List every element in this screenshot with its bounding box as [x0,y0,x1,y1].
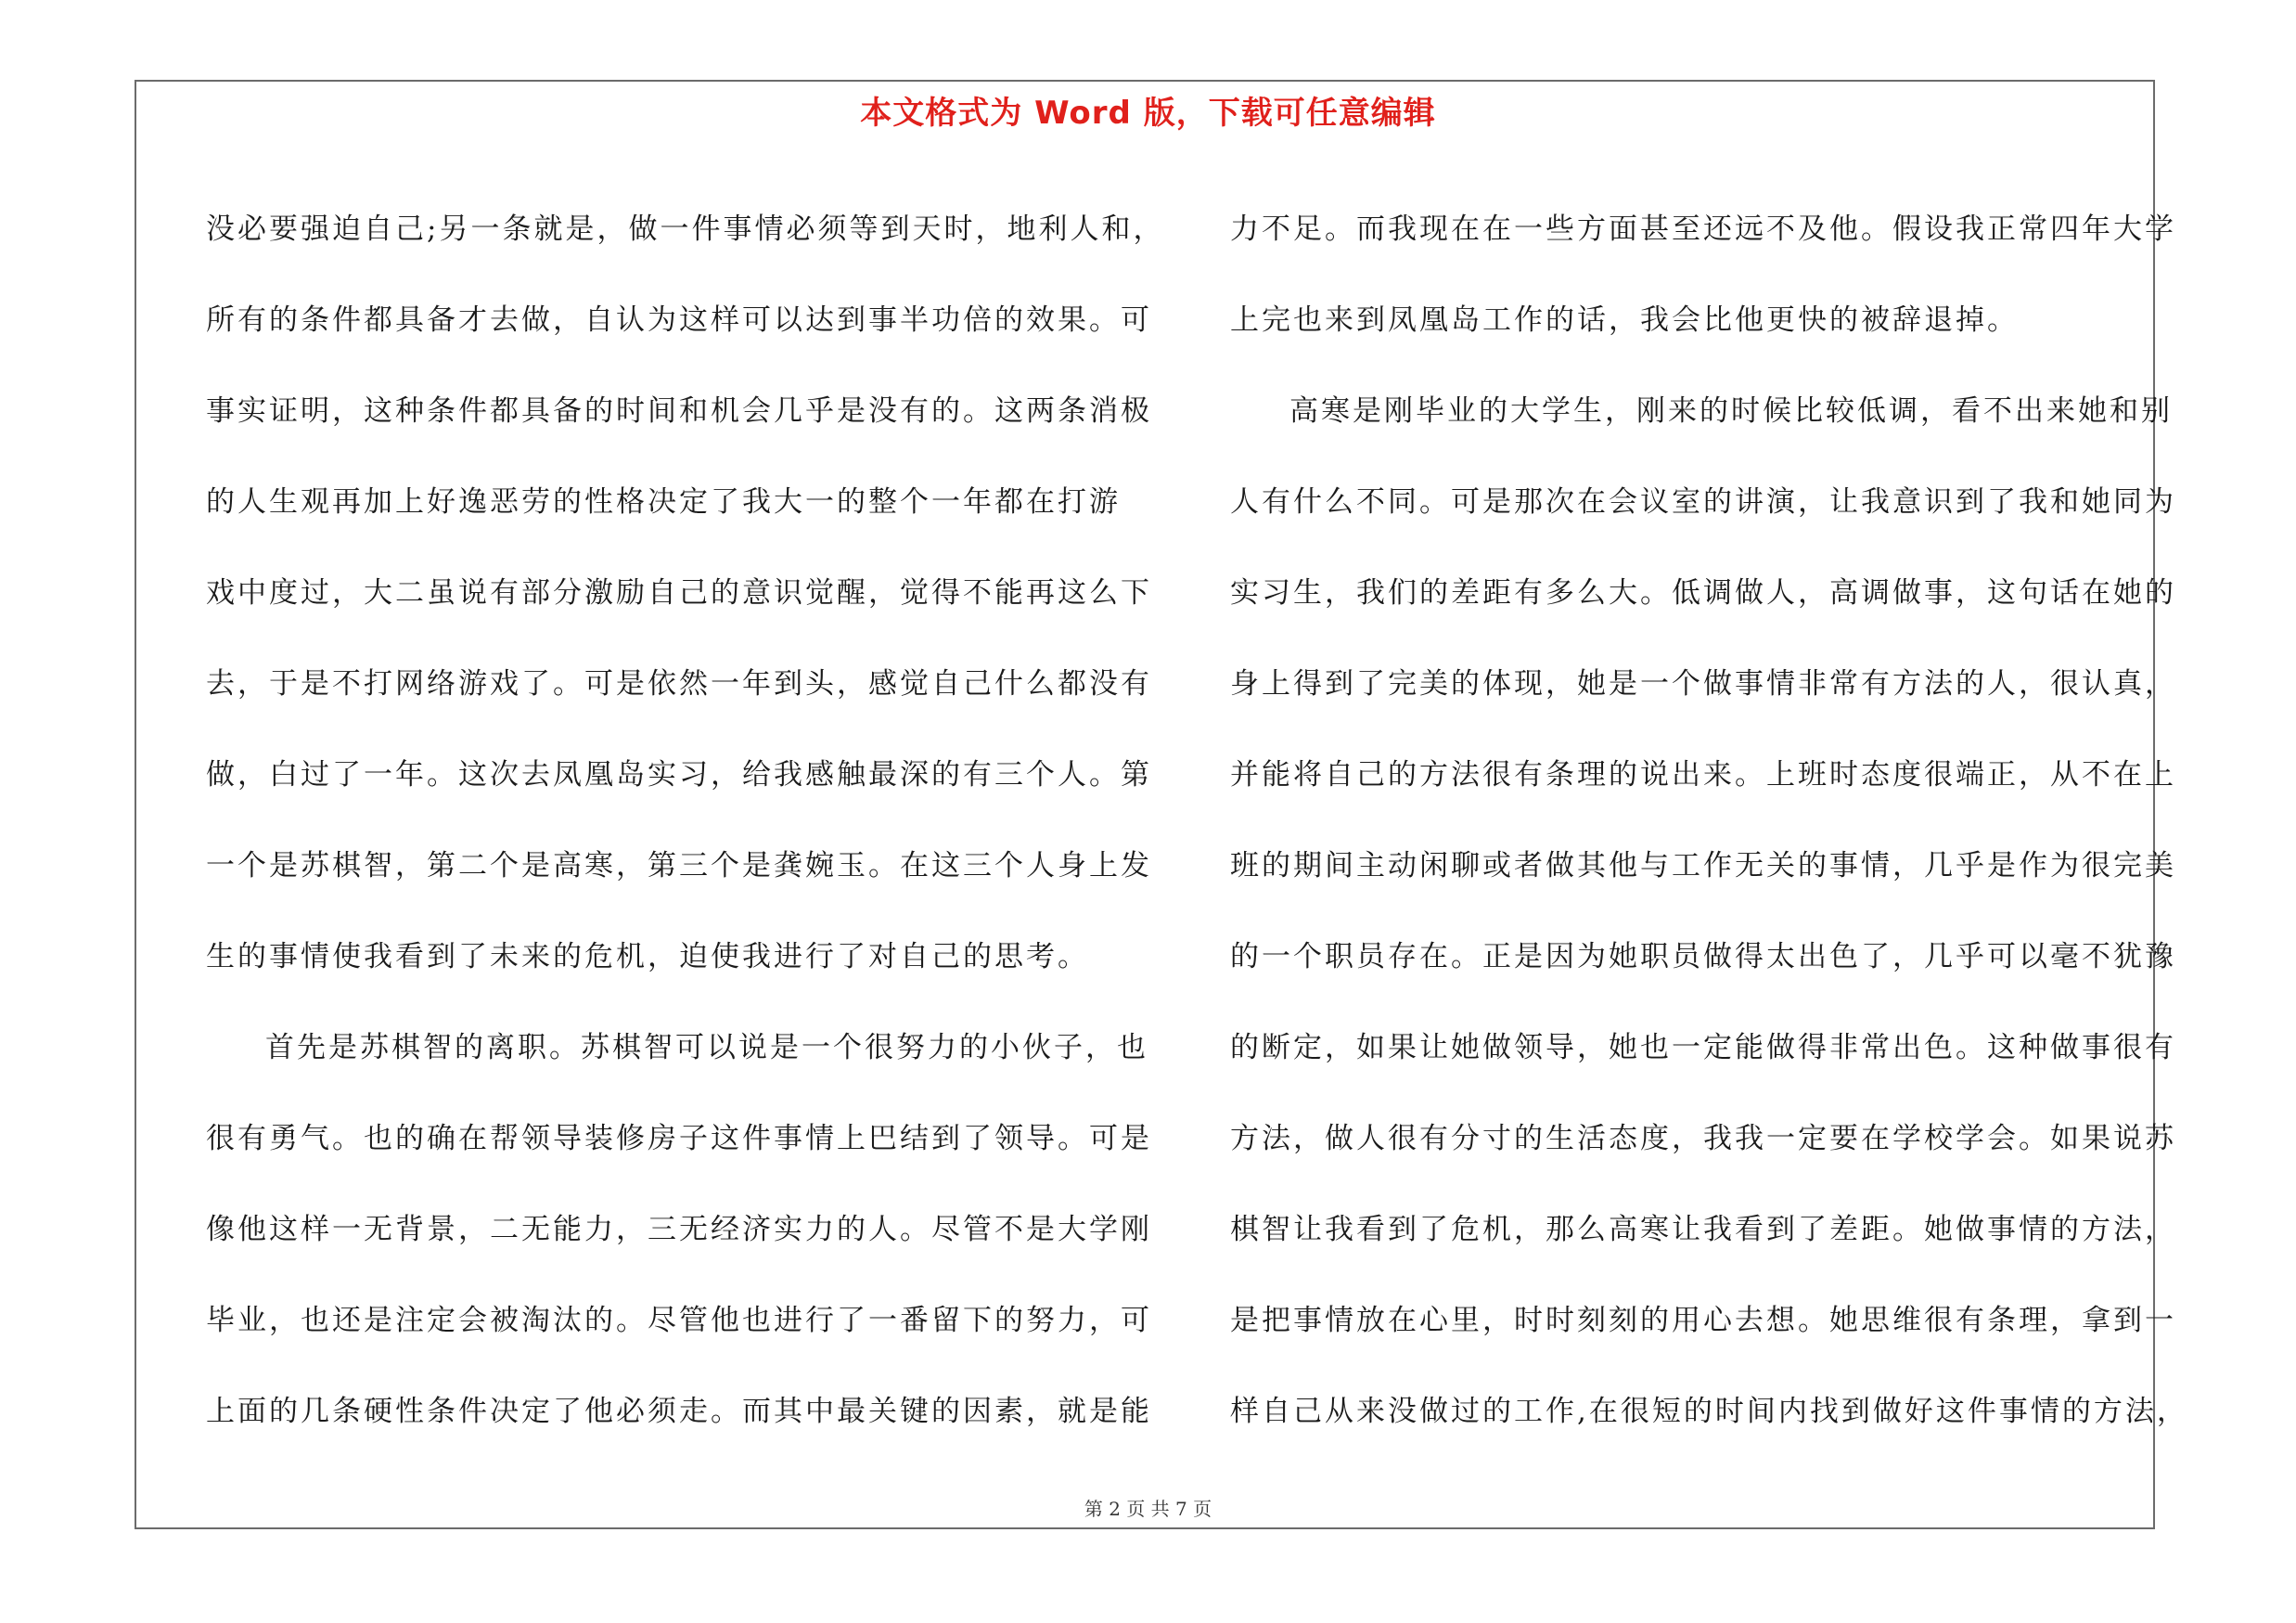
text-line: 身上得到了完美的体现，她是一个做事情非常有方法的人，很认真， [1230,667,2176,701]
text-line: 没必要强迫自己;另一条就是，做一件事情必须等到天时，地利人和， [206,213,1165,246]
text-line: 做，白过了一年。这次去凤凰岛实习，给我感触最深的有三个人。第 [206,758,1152,792]
text-line: 戏中度过，大二虽说有部分激励自己的意识觉醒，觉得不能再这么下 [206,576,1152,610]
text-line: 是把事情放在心里，时时刻刻的用心去想。她思维很有条理，拿到一 [1230,1304,2176,1337]
left-text-column [206,184,1165,1457]
text-line: 去，于是不打网络游戏了。可是依然一年到头，感觉自己什么都没有 [206,667,1152,701]
text-line: 的人生观再加上好逸恶劳的性格决定了我大一的整个一年都在打游 [206,485,1121,519]
text-line: 并能将自己的方法很有条理的说出来。上班时态度很端正，从不在上 [1230,758,2176,792]
text-line: 力不足。而我现在在一些方面甚至还远不及他。假设我正常四年大学 [1230,213,2176,246]
text-line: 方法，做人很有分寸的生活态度，我我一定要在学校学会。如果说苏 [1230,1122,2176,1155]
text-line: 像他这样一无背景，二无能力，三无经济实力的人。尽管不是大学刚 [206,1213,1152,1246]
text-line: 毕业，也还是注定会被淘汰的。尽管他也进行了一番留下的努力，可 [206,1304,1152,1337]
text-line: 一个是苏棋智，第二个是高寒，第三个是龚婉玉。在这三个人身上发 [206,849,1152,882]
text-line: 人有什么不同。可是那次在会议室的讲演，让我意识到了我和她同为 [1230,485,2176,519]
page-number-footer: 第 2 页 共 7 页 [1084,1498,1212,1520]
text-line: 上完也来到凤凰岛工作的话，我会比他更快的被辞退掉。 [1230,303,2019,337]
text-line: 上面的几条硬性条件决定了他必须走。而其中最关键的因素，就是能 [206,1395,1152,1428]
right-text-column [1230,184,2188,1457]
text-line: 所有的条件都具备才去做，自认为这样可以达到事半功倍的效果。可 [206,303,1152,337]
text-line: 很有勇气。也的确在帮领导装修房子这件事情上巴结到了领导。可是 [206,1122,1152,1155]
paragraph-start-line: 高寒是刚毕业的大学生，刚来的时候比较低调，看不出来她和别 [1289,394,2173,428]
text-line: 实习生，我们的差距有多么大。低调做人，高调做事，这句话在她的 [1230,576,2176,610]
text-line: 的一个职员存在。正是因为她职员做得太出色了，几乎可以毫不犹豫 [1230,940,2176,973]
text-line: 的断定，如果让她做领导，她也一定能做得非常出色。这种做事很有 [1230,1031,2176,1064]
document-header-banner: 本文格式为 Word 版，下载可任意编辑 [860,95,1436,132]
text-line: 生的事情使我看到了未来的危机，迫使我进行了对自己的思考。 [206,940,1089,973]
text-line: 班的期间主动闲聊或者做其他与工作无关的事情，几乎是作为很完美 [1230,849,2176,882]
paragraph-start-line: 首先是苏棋智的离职。苏棋智可以说是一个很努力的小伙子，也 [265,1031,1148,1064]
text-line: 事实证明，这种条件都具备的时间和机会几乎是没有的。这两条消极 [206,394,1152,428]
text-line: 样自己从来没做过的工作,在很短的时间内找到做好这件事情的方法， [1230,1395,2188,1428]
text-line: 棋智让我看到了危机，那么高寒让我看到了差距。她做事情的方法， [1230,1213,2176,1246]
